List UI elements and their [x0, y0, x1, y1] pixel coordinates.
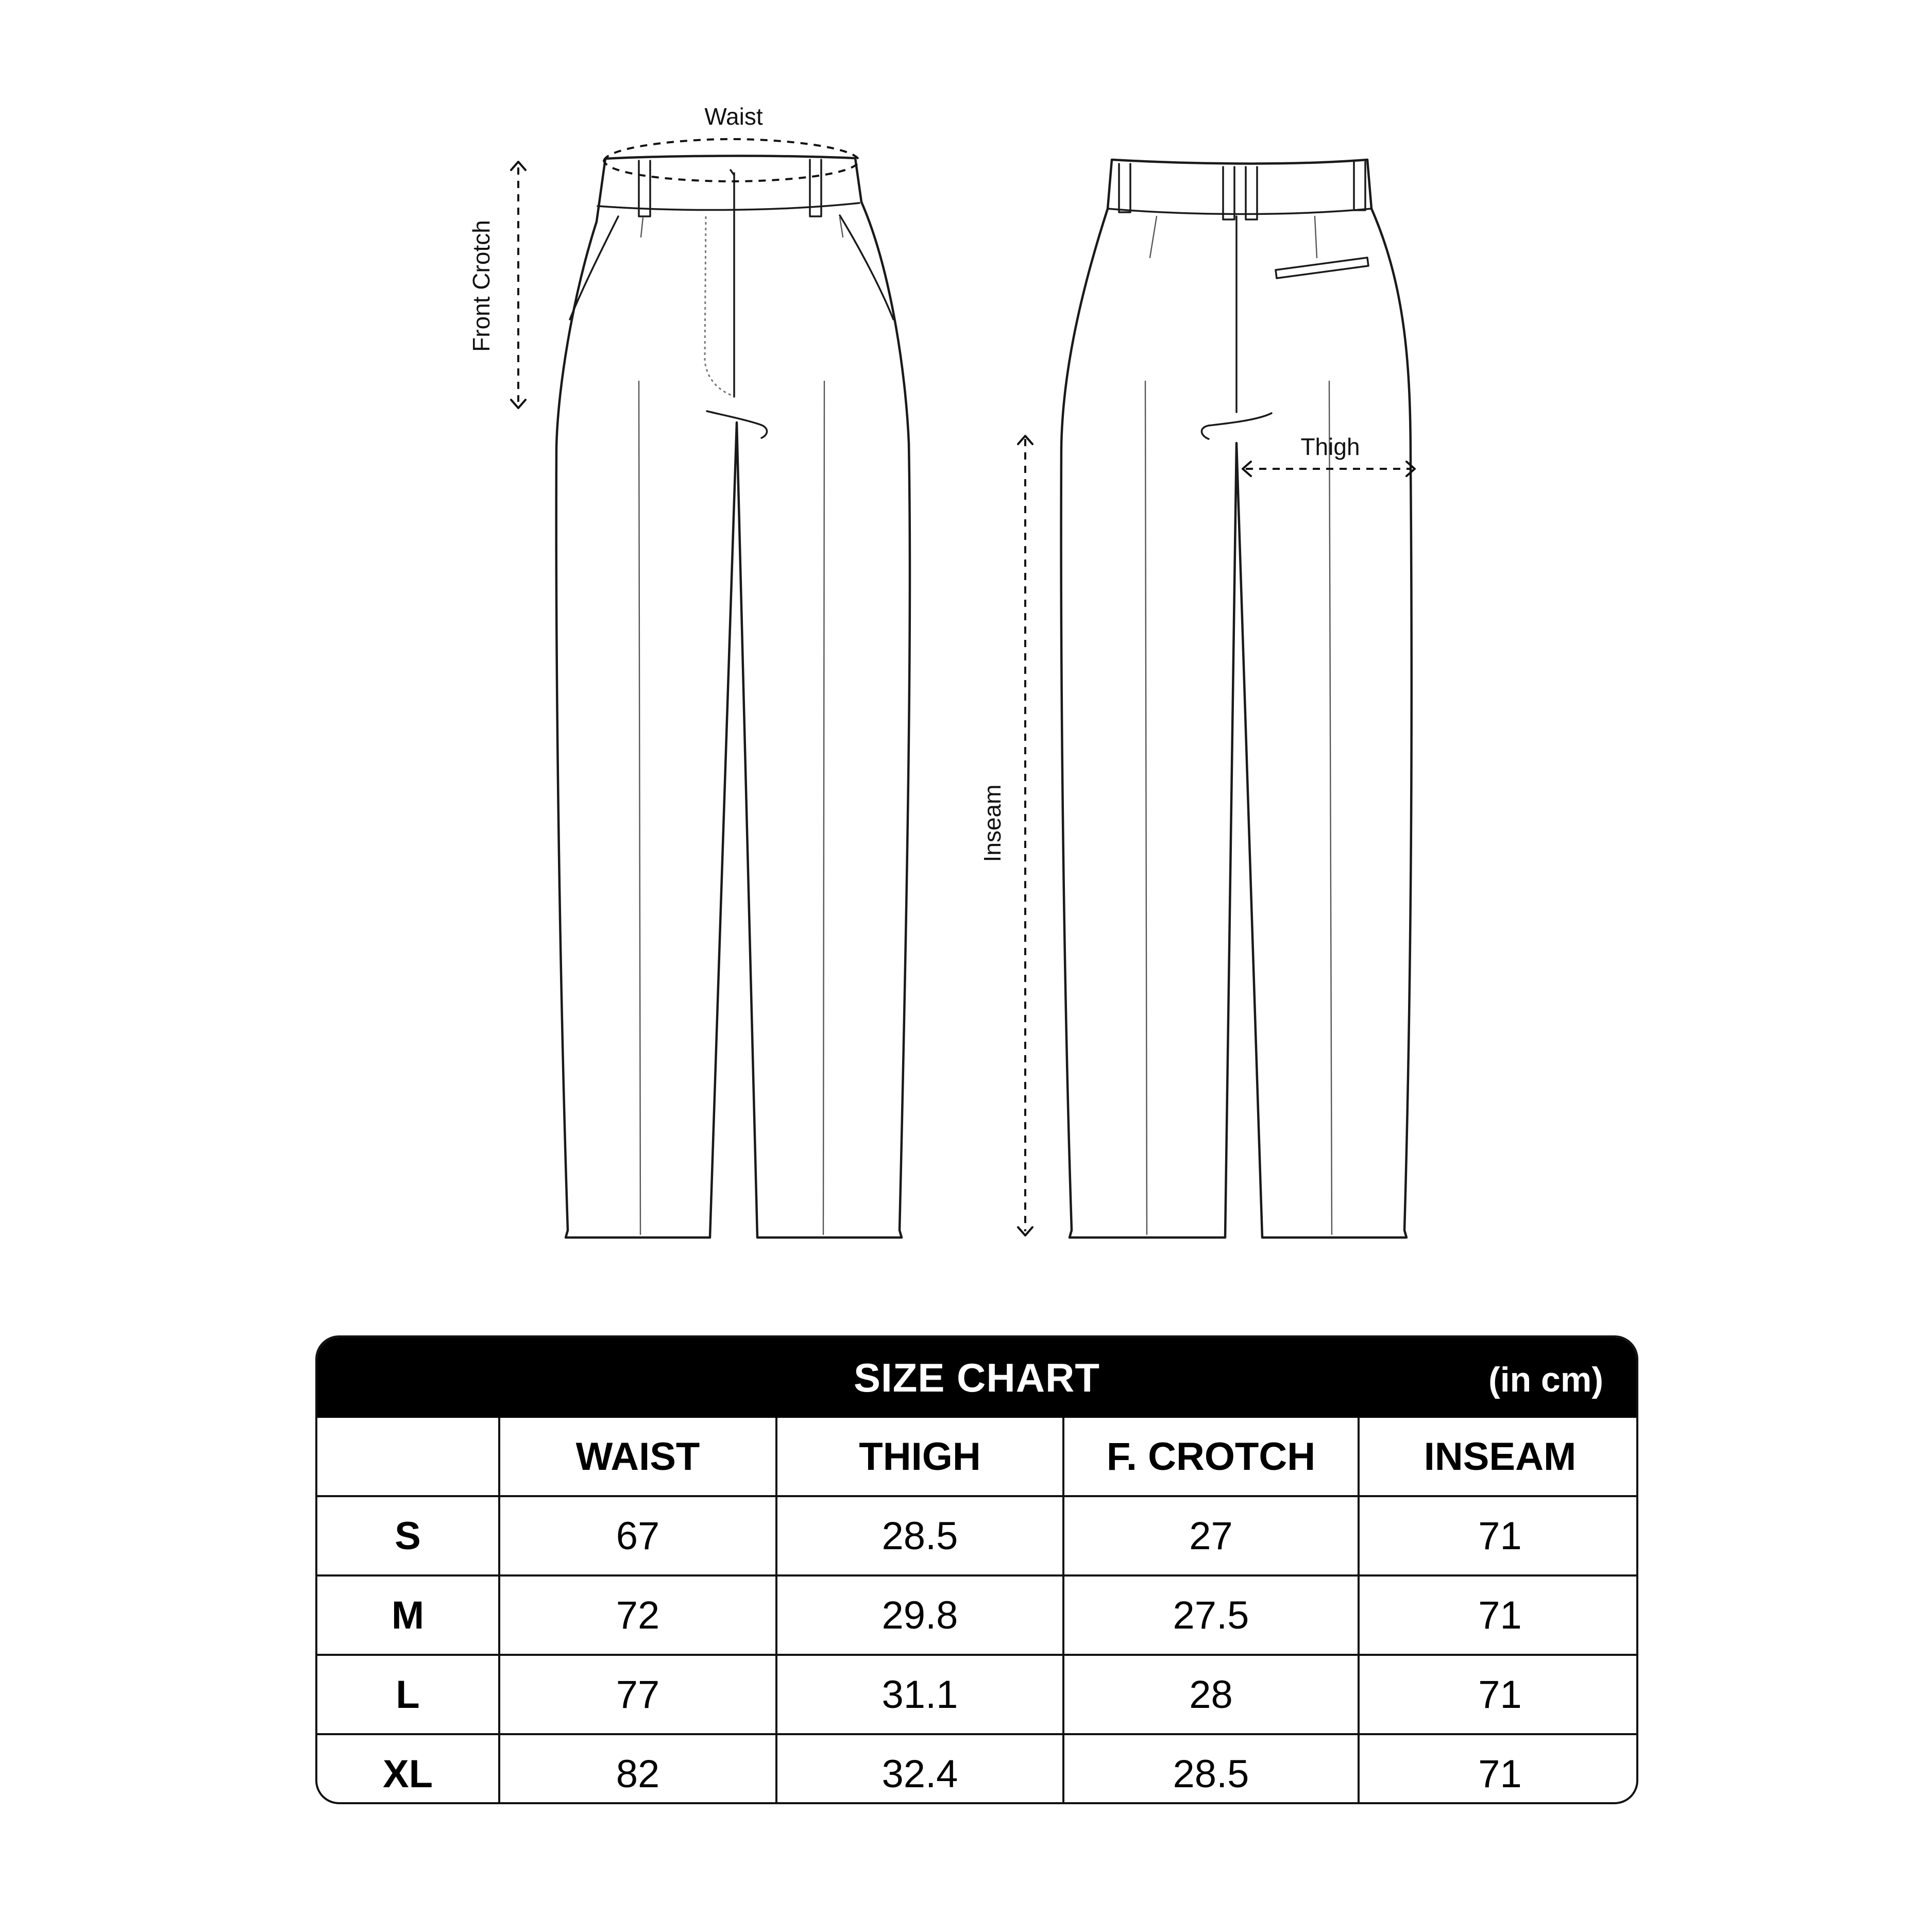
size-chart-header-row: [317, 1418, 1638, 1496]
size-chart-table: [317, 1418, 1638, 1804]
table-row: [317, 1734, 1638, 1804]
thigh-cell: 32.4: [776, 1734, 1063, 1804]
front-view: [468, 103, 910, 1238]
thigh-cell: 31.1: [776, 1655, 1063, 1734]
size-cell: XL: [317, 1734, 499, 1804]
waist-label: Waist: [704, 103, 763, 130]
column-header-thigh: THIGH: [776, 1418, 1063, 1496]
inseam-cell: 71: [1359, 1734, 1638, 1804]
inseam-cell: 71: [1359, 1655, 1638, 1734]
size-cell: S: [317, 1496, 499, 1575]
waist-cell: 67: [499, 1496, 776, 1575]
column-header-size: [317, 1418, 499, 1496]
table-row: [317, 1575, 1638, 1655]
column-header-waist: WAIST: [499, 1418, 776, 1496]
thigh-cell: 29.8: [776, 1575, 1063, 1655]
size-cell: M: [317, 1575, 499, 1655]
waist-cell: 82: [499, 1734, 776, 1804]
front-pants-outline: [556, 156, 910, 1238]
inseam-cell: 71: [1359, 1496, 1638, 1575]
table-row: [317, 1655, 1638, 1734]
size-chart: [315, 1335, 1638, 1804]
f-crotch-cell: 28.5: [1063, 1734, 1359, 1804]
back-view: [979, 160, 1415, 1238]
thigh-label: Thigh: [1300, 433, 1360, 460]
waist-cell: 77: [499, 1655, 776, 1734]
f-crotch-cell: 27.5: [1063, 1575, 1359, 1655]
waist-cell: 72: [499, 1575, 776, 1655]
front-crotch-label: Front Crotch: [468, 220, 495, 352]
size-cell: L: [317, 1655, 499, 1734]
column-header-f-crotch: F. CROTCH: [1063, 1418, 1359, 1496]
column-header-inseam: INSEAM: [1359, 1418, 1638, 1496]
f-crotch-cell: 28: [1063, 1655, 1359, 1734]
inseam-cell: 71: [1359, 1575, 1638, 1655]
size-chart-title: SIZE CHART: [854, 1355, 1100, 1400]
table-row: [317, 1496, 1638, 1575]
inseam-label: Inseam: [979, 784, 1006, 862]
size-chart-header: [317, 1337, 1636, 1418]
f-crotch-cell: 27: [1063, 1496, 1359, 1575]
thigh-cell: 28.5: [776, 1496, 1063, 1575]
size-chart-unit: (in cm): [1488, 1360, 1603, 1399]
